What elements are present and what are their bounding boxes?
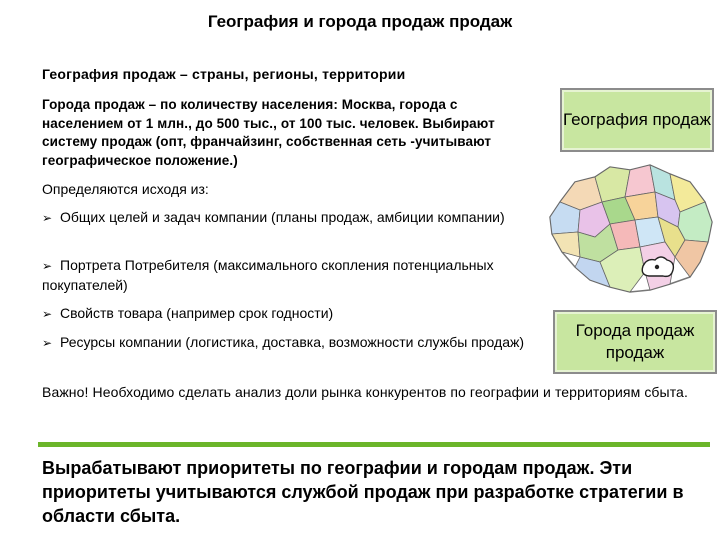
bullet-text: Свойств товара (например срок годности) — [60, 305, 334, 321]
region-map-icon — [540, 162, 718, 302]
conclusion-text: Вырабатывают приоритеты по географии и городам продаж. Эти приоритеты учитываются службой продаж при разработке стратегии в области сбыта. — [42, 458, 684, 526]
geography-box: География продаж — [560, 88, 714, 152]
bullet-item — [42, 304, 542, 324]
divider-line — [38, 442, 710, 447]
bullet-text: Общих целей и задач компании (планы продаж, амбиции компании) — [60, 209, 505, 225]
cities-paragraph: Города продаж – по количеству населения: Москва, города с населением от 1 млн., до 500 тыс., от 100 тыс. человек. Выбирают систему продаж (опт, франчайзинг, собственная сеть -учитывают географическое положение.) — [42, 97, 495, 168]
geography-definition: География продаж – страны, регионы, территории — [42, 66, 406, 82]
arrowhead-bullet-icon: ➢ — [42, 336, 53, 350]
arrowhead-bullet-icon: ➢ — [42, 259, 53, 273]
cities-box: Города продаж продаж — [553, 310, 717, 374]
determined-heading: Определяются исходя из: — [42, 181, 209, 197]
bullet-item — [42, 208, 542, 228]
arrowhead-bullet-icon: ➢ — [42, 211, 53, 225]
page-title: География и города продаж продаж — [207, 12, 513, 31]
important-note: Важно! Необходимо сделать анализ доли рынка конкурентов по географии и территориям сбыта. — [42, 384, 688, 400]
arrowhead-bullet-icon: ➢ — [42, 307, 53, 321]
bullet-text: Ресурсы компании (логистика, доставка, возможности службы продаж) — [60, 334, 525, 350]
bullet-item — [42, 333, 542, 353]
bullet-item — [42, 256, 512, 295]
bullet-text: Портрета Потребителя (максимального скопления потенциальных покупателей) — [42, 257, 494, 293]
